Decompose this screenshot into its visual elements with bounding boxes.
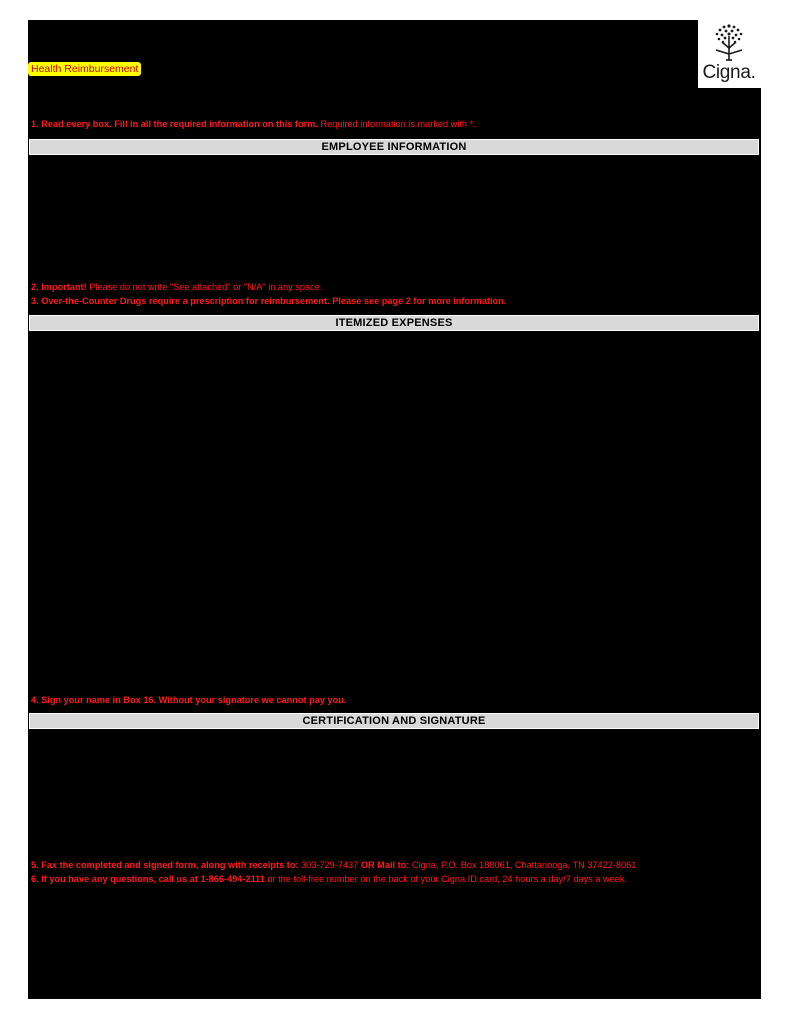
form-tag-highlight: Health Reimbursement <box>28 62 141 76</box>
instruction-6-bold: 6. If you have any questions, call us at 1-866-494-2111 <box>31 874 265 884</box>
form-page <box>28 20 761 999</box>
instruction-2 <box>31 281 322 293</box>
instruction-1-bold: 1. Read every box. Fill in all the required information on this form. <box>31 119 318 129</box>
instruction-5-bold-a: 5. Fax the completed and signed form, along with receipts to: <box>31 860 299 870</box>
instruction-4 <box>31 694 346 706</box>
logo-wordmark: Cigna. <box>702 62 756 83</box>
section-employee-information: EMPLOYEE INFORMATION <box>29 139 759 155</box>
instruction-3 <box>31 295 506 307</box>
instruction-4-bold: 4. Sign your name in Box 16. Without your signature we cannot pay you. <box>31 695 347 705</box>
instruction-1-plain: Required information is marked with *. <box>320 119 476 129</box>
instruction-1 <box>31 118 476 130</box>
section-certification-signature: CERTIFICATION AND SIGNATURE <box>29 713 759 729</box>
instruction-2-bold: 2. Important! <box>31 282 87 292</box>
instruction-3-bold: 3. Over-the-Counter Drugs require a prescription for reimbursement. Please see page 2 for more information. <box>31 296 507 306</box>
instruction-5 <box>31 859 636 871</box>
section-itemized-expenses: ITEMIZED EXPENSES <box>29 315 759 331</box>
instruction-2-plain: Please do not write "See attached" or "N/A" in any space. <box>89 282 323 292</box>
instruction-5-fax-number: 303-729-7437 <box>301 860 359 870</box>
instruction-6 <box>31 873 627 885</box>
tree-of-life-icon <box>712 22 746 62</box>
instruction-5-mail-address: Cigna, P.O. Box 188061, Chattanooga, TN 37422-8061 <box>411 860 637 870</box>
instruction-5-bold-b: OR Mail to: <box>360 860 410 870</box>
instruction-6-plain: or the toll-free number on the back of your Cigna ID card, 24 hours a day/7 days a week. <box>267 874 627 884</box>
cigna-logo <box>698 20 761 88</box>
